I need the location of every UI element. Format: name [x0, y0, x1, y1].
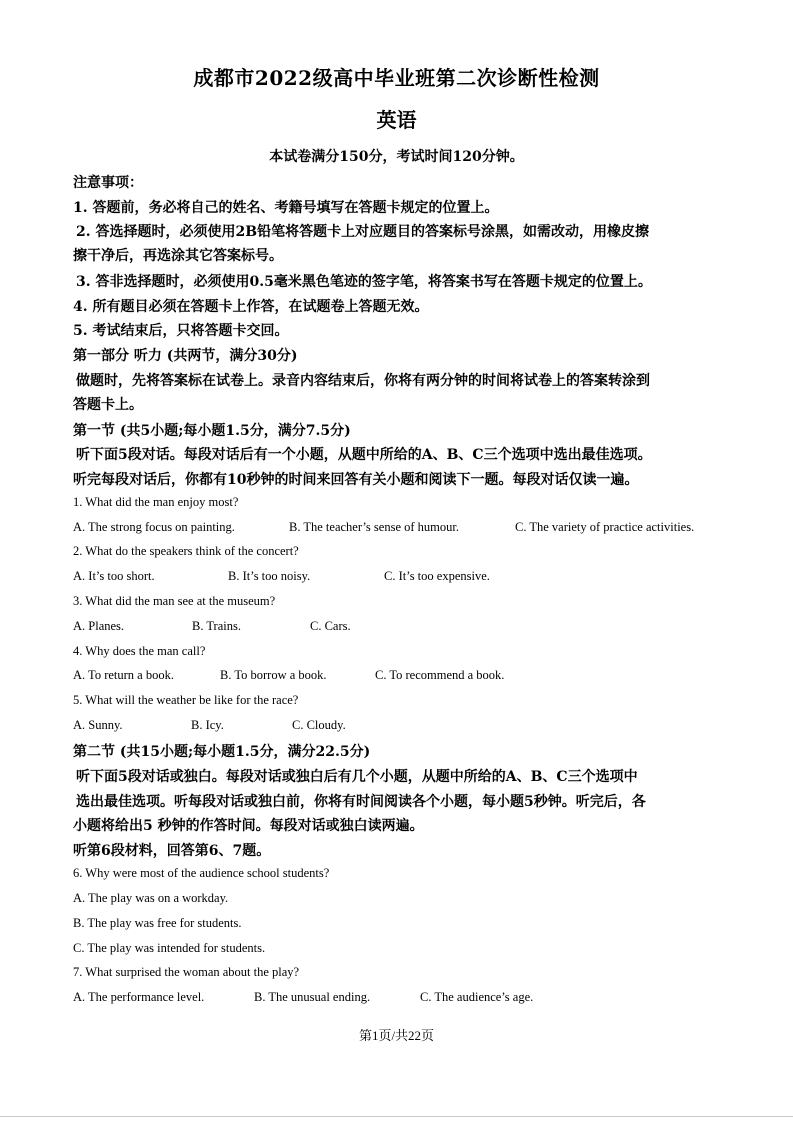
option-2a: A. It’s too short. — [73, 569, 155, 583]
notes-heading: 注意事项： — [73, 175, 143, 191]
section2-heading: 第二节 (共15小题;每小题1.5分，满分22.5分) — [73, 744, 371, 760]
option-1c: C. The variety of practice activities. — [515, 520, 695, 534]
question-4: 4. Why does the man call? — [73, 644, 206, 658]
option-2b: B. It’s too noisy. — [228, 569, 311, 583]
option-5a: A. Sunny. — [73, 718, 123, 732]
section1-instruction: 听完每段对话后，你都有10秒钟的时间来回答有关小题和阅读下一题。每段对话仅读一遍。 — [73, 472, 639, 488]
note-item: 擦干净后，再选涂其它答案标号。 — [73, 248, 283, 264]
score-info: 本试卷满分150分，考试时间120分钟。 — [269, 149, 524, 165]
material-6-heading: 听第6段材料，回答第6、7题。 — [73, 843, 271, 859]
option-6c: C. The play was intended for students. — [73, 941, 266, 955]
option-3c: C. Cars. — [310, 619, 351, 633]
note-item: 1. 答题前，务必将自己的姓名、考籍号填写在答题卡规定的位置上。 — [73, 200, 499, 216]
section1-heading: 第一节 (共5小题;每小题1.5分，满分7.5分) — [73, 423, 351, 439]
part1-heading: 第一部分 听力 (共两节，满分30分) — [73, 348, 298, 364]
question-3: 3. What did the man see at the museum? — [73, 594, 276, 608]
option-4b: B. To borrow a book. — [220, 668, 327, 682]
option-1a: A. The strong focus on painting. — [73, 520, 235, 534]
section2-instruction: 小题将给出5 秒钟的作答时间。每段对话或独白读两遍。 — [73, 818, 424, 834]
question-7: 7. What surprised the woman about the play? — [73, 965, 300, 979]
exam-title: 成都市2022级高中毕业班第二次诊断性检测 — [193, 66, 600, 90]
option-3a: A. Planes. — [73, 619, 125, 633]
option-4a: A. To return a book. — [73, 668, 174, 682]
section2-instruction: 选出最佳选项。听每段对话或独白前，你将有时间阅读各个小题，每小题5秒钟。听完后，各 — [76, 794, 646, 810]
option-5b: B. Icy. — [191, 718, 224, 732]
option-5c: C. Cloudy. — [292, 718, 346, 732]
part1-instruction: 做题时，先将答案标在试卷上。录音内容结束后，你将有两分钟的时间将试卷上的答案转涂到 — [76, 373, 650, 389]
part1-instruction: 答题卡上。 — [73, 397, 143, 413]
section1-instruction: 听下面5段对话。每段对话后有一个小题，从题中所给的A、B、C三个选项中选出最佳选项。 — [76, 447, 652, 463]
question-6: 6. Why were most of the audience school students? — [73, 866, 330, 880]
question-5: 5. What will the weather be like for the race? — [73, 693, 299, 707]
option-6a: A. The play was on a workday. — [73, 891, 229, 905]
option-7b: B. The unusual ending. — [254, 990, 371, 1004]
option-2c: C. It’s too expensive. — [384, 569, 490, 583]
bottom-divider — [0, 1116, 793, 1117]
option-6b: B. The play was free for students. — [73, 916, 242, 930]
note-item: 2. 答选择题时，必须使用2B铅笔将答题卡上对应题目的答案标号涂黑，如需改动，用橡皮擦 — [76, 224, 650, 240]
option-1b: B. The teacher’s sense of humour. — [289, 520, 459, 534]
option-4c: C. To recommend a book. — [375, 668, 505, 682]
note-item: 5. 考试结束后，只将答题卡交回。 — [73, 323, 289, 339]
question-2: 2. What do the speakers think of the concert? — [73, 544, 299, 558]
page-number: 第1页/共22页 — [358, 1028, 435, 1043]
subject-title: 英语 — [376, 108, 417, 132]
option-7c: C. The audience’s age. — [420, 990, 534, 1004]
note-item: 3. 答非选择题时，必须使用0.5毫米黑色笔迹的签字笔，将答案书写在答题卡规定的位置上。 — [76, 274, 652, 290]
option-7a: A. The performance level. — [73, 990, 205, 1004]
question-1: 1. What did the man enjoy most? — [73, 495, 239, 509]
section2-instruction: 听下面5段对话或独白。每段对话或独白后有几个小题，从题中所给的A、B、C三个选项中 — [76, 769, 638, 785]
option-3b: B. Trains. — [192, 619, 241, 633]
note-item: 4. 所有题目必须在答题卡上作答，在试题卷上答题无效。 — [73, 299, 429, 315]
